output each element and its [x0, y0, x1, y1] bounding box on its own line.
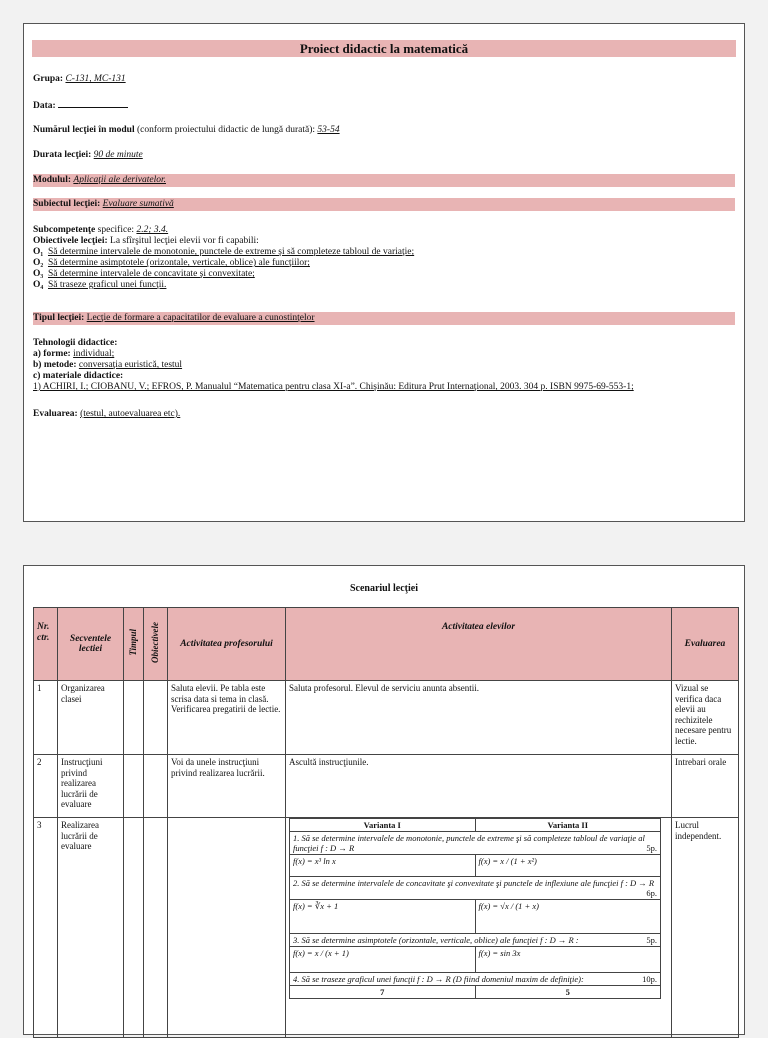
q2-function-v2: f(x) = √x / (1 + x)	[475, 900, 661, 934]
duration-line: Durata lecţiei: 90 de minute	[33, 150, 143, 160]
subcompetences-line: Subcompetenţe specifice: 2.2; 3.4.	[33, 225, 169, 235]
header-nr: Nr. ctr.	[34, 608, 58, 681]
q4-function-v1: 7	[290, 986, 476, 999]
project-title: Proiect didactic la matematică	[32, 40, 736, 57]
date-line: Data:	[33, 99, 735, 112]
row-nr: 3	[34, 818, 58, 1038]
subject-value: Evaluare sumativă	[102, 199, 174, 209]
lesson-number-value: 53-54	[317, 125, 340, 135]
q2-function-v1: f(x) = ∛x + 1	[290, 900, 476, 934]
row-evaluation: Vizual se verifica daca elevii au rechizitele necesare pentru lectie.	[672, 681, 739, 755]
table-header-row	[34, 608, 739, 681]
variant-2-header: Varianta II	[475, 819, 661, 832]
forms-line: a) forme: individual;	[33, 349, 115, 359]
q1-function-v2: f(x) = x / (1 + x²)	[475, 855, 661, 877]
methods-line: b) metode: conversaţia euristică, testul	[33, 360, 183, 370]
objective-item: O₃ Să determine intervalele de concavitate şi convexitate;	[33, 269, 255, 279]
row-teacher-activity	[168, 818, 286, 1038]
header-evaluation: Evaluarea	[672, 608, 739, 681]
lesson-type-value: Lecţie de formare a capacitatilor de evaluare a cunostinţelor	[86, 313, 315, 323]
lesson-type-line: Tipul lecţiei: Lecţie de formare a capacitatilor de evaluare a cunostinţelor	[33, 312, 735, 325]
objective-item: O₁ Să determine intervalele de monotonie, punctele de extreme şi să completeze tabloul de variaţie;	[33, 247, 415, 257]
group-line: Grupa: C-131, MC-131	[33, 74, 126, 84]
test-cell	[286, 818, 672, 1038]
row-evaluation: Lucrul independent.	[672, 818, 739, 1038]
scenario-title: Scenariul lecţiei	[349, 583, 419, 594]
question-4: 4. Să se traseze graficul unei funcţii f : D → R (D fiind domeniul maxim de definiţie): 10p.	[290, 973, 661, 986]
scenario-table	[33, 607, 739, 1038]
question-3: 3. Să se determine asimptotele (orizontale, verticale, oblice) ale funcţiei f : D → R : 5p.	[290, 934, 661, 947]
lesson-number-line: Numărul lecţiei în modul (conform proiectului didactic de lungă durată): 53-54	[33, 125, 340, 135]
q1-function-v1: f(x) = x³ ln x	[290, 855, 476, 877]
test-table	[289, 818, 661, 999]
row-nr: 1	[34, 681, 58, 755]
scenario-page	[23, 565, 745, 1035]
row-student-activity: Ascultă instrucţiunile.	[286, 755, 672, 818]
header-sequences: Secventele lectiei	[58, 608, 124, 681]
objective-item: O₄ Să traseze graficul unei funcţii.	[33, 280, 167, 290]
row-teacher-activity: Voi da unele instrucţiuni privind realizarea lucrării.	[168, 755, 286, 818]
q3-function-v1: f(x) = x / (x + 1)	[290, 947, 476, 973]
materials-line: 1) ACHIRI, I.; CIOBANU, V.; EFROS, P. Manualul “Matematica pentru clasa XI-a”. Chişinău: Editura Prut Internaţional, 2003. 304 p. ISBN 9975-69-553-1;	[33, 382, 634, 392]
evaluation-line: Evaluarea: (testul, autoevaluarea etc).	[33, 409, 181, 419]
objective-item: O₂ Să determine asimptotele (orizontale, verticale, oblice) ale funcţiilor;	[33, 258, 310, 268]
duration-value: 90 de minute	[93, 150, 143, 160]
group-value: C-131, MC-131	[65, 74, 126, 84]
question-2: 2. Să se determine intervalele de concavitate şi convexitate şi punctele de inflexiune ale funcţiei f : D → R 6p.	[290, 877, 661, 900]
header-student-activity: Activitatea elevilor	[286, 608, 672, 681]
header-time: Timpul	[124, 608, 144, 681]
variant-1-header: Varianta I	[290, 819, 476, 832]
row-evaluation: Intrebari orale	[672, 755, 739, 818]
project-page	[23, 23, 745, 522]
subject-line: Subiectul lecţiei: Evaluare sumativă	[33, 198, 735, 211]
table-row	[34, 755, 739, 818]
table-row	[34, 681, 739, 755]
question-1: 1. Să se determine intervalele de monotonie, punctele de extreme şi să completeze tabloul de variaţie al funcţiei f : D → R 5p.	[290, 832, 661, 855]
q3-function-v2: f(x) = sin 3x	[475, 947, 661, 973]
objectives-heading: Obiectivele lecţiei: La sfîrşitul lecţiei elevii vor fi capabili:	[33, 236, 259, 246]
row-sequence: Realizarea lucrării de evaluare	[58, 818, 124, 1038]
header-teacher-activity: Activitatea profesorului	[168, 608, 286, 681]
materials-heading: c) materiale didactice:	[33, 371, 124, 381]
technologies-heading: Tehnologii didactice:	[33, 338, 118, 348]
row-sequence: Organizarea clasei	[58, 681, 124, 755]
module-line: Modulul: Aplicaţii ale derivatelor.	[33, 174, 735, 187]
row-student-activity: Saluta profesorul. Elevul de serviciu anunta absentii.	[286, 681, 672, 755]
q4-function-v2: 5	[475, 986, 661, 999]
row-teacher-activity: Saluta elevii. Pe tabla este scrisa data si tema in clasă. Verificarea pregatirii de lectie.	[168, 681, 286, 755]
row-nr: 2	[34, 755, 58, 818]
row-sequence: Instrucţiuni privind realizarea lucrării de evaluare	[58, 755, 124, 818]
header-objectives: Obiectivele	[144, 608, 168, 681]
date-blank	[58, 99, 128, 108]
module-value: Aplicaţii ale derivatelor.	[73, 175, 166, 185]
table-row	[34, 818, 739, 1038]
